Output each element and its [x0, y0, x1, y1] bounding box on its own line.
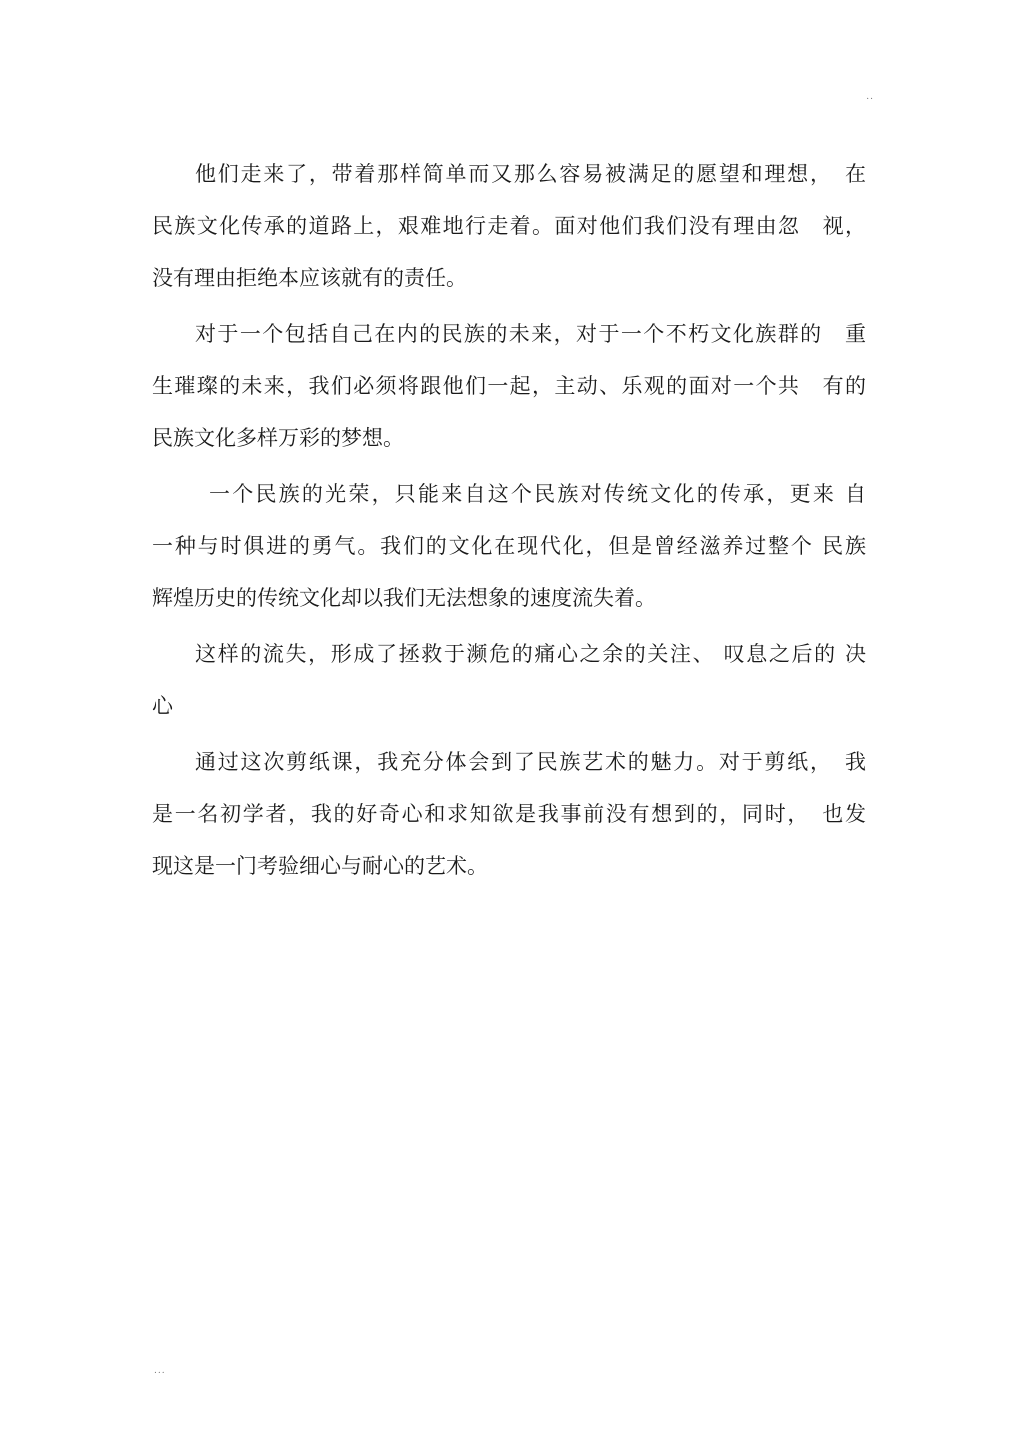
paragraph-3: [152, 468, 866, 624]
text-line: 民族文化传承的道路上，艰难地行走着。面对他们我们没有理由忽 视，: [152, 214, 866, 238]
text-line: 生璀璨的未来，我们必须将跟他们一起，主动、乐观的面对一个共 有的: [152, 374, 866, 398]
text-line: 通过这次剪纸课，我充分体会到了民族艺术的魅力。对于剪纸， 我: [195, 750, 866, 774]
paragraph-1: [152, 148, 866, 304]
paragraph-2: [152, 308, 866, 464]
document-body: [152, 148, 866, 896]
paragraph-5: [152, 736, 866, 892]
text-line: 是一名初学者，我的好奇心和求知欲是我事前没有想到的，同时， 也发: [152, 802, 866, 826]
paragraph-4: [152, 628, 866, 732]
text-line: 心: [152, 694, 173, 718]
text-line: 一个民族的光荣，只能来自这个民族对传统文化的传承，更来 自: [209, 482, 866, 506]
text-line: 民族文化多样万彩的梦想。: [152, 426, 404, 450]
text-line: 这样的流失，形成了拯救于濒危的痛心之余的关注、 叹息之后的 决: [195, 642, 866, 666]
footer-mark: ...: [154, 1366, 166, 1376]
text-line: 一种与时俱进的勇气。我们的文化在现代化，但是曾经滋养过整个 民族: [152, 534, 866, 558]
text-line: 对于一个包括自己在内的民族的未来，对于一个不朽文化族群的 重: [195, 322, 866, 346]
text-line: 现这是一门考验细心与耐心的艺术。: [152, 854, 488, 878]
header-mark: ..: [866, 92, 874, 102]
text-line: 他们走来了，带着那样简单而又那么容易被满足的愿望和理想， 在: [195, 162, 866, 186]
text-line: 没有理由拒绝本应该就有的责任。: [152, 266, 467, 290]
text-line: 辉煌历史的传统文化却以我们无法想象的速度流失着。: [152, 586, 656, 610]
